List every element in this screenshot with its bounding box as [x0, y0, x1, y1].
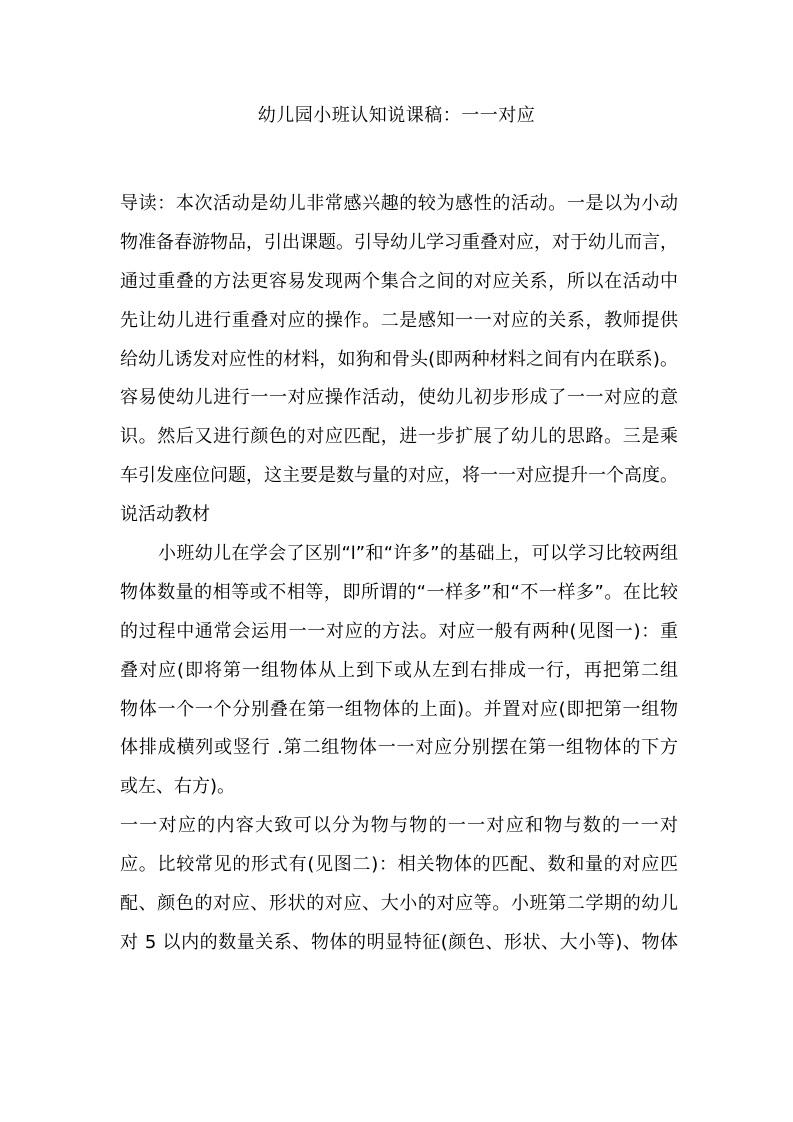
- document-body: [120, 185, 678, 963]
- document-title: 幼儿园小班认知说课稿：一一对应: [257, 105, 536, 126]
- text-line: 导读：本次活动是幼儿非常感兴趣的较为感性的活动。一是以为小动: [120, 193, 678, 214]
- text-line: 物体数量的相等或不相等，即所谓的“一样多”和“不一样多”。在比较: [120, 581, 678, 603]
- text-line: 车引发座位问题，这主要是数与量的对应，将一一对应提升一个高度。: [120, 465, 678, 487]
- text-line: 应。比较常见的形式有(见图二)：相关物体的匹配、数和量的对应匹: [120, 854, 678, 876]
- text-line: 的过程中通常会运用一一对应的方法。对应一般有两种(见图一)：重: [120, 620, 678, 642]
- text-line: 先让幼儿进行重叠对应的操作。二是感知一一对应的关系，教师提供: [120, 309, 678, 331]
- text-line: 或左、右方)。: [120, 776, 236, 798]
- text-line: 物体一个一个分别叠在第一组物体的上面)。并置对应(即把第一组物: [120, 698, 678, 720]
- text-line: 配、颜色的对应、形状的对应、大小的对应等。小班第二学期的幼儿: [120, 893, 678, 915]
- text-line: 一一对应的内容大致可以分为物与物的一一对应和物与数的一一对: [120, 815, 678, 837]
- text-line: 容易使幼儿进行一一对应操作活动，使幼儿初步形成了一一对应的意: [120, 387, 678, 409]
- text-line: 给幼儿诱发对应性的材料，如狗和骨头(即两种材料之间有内在联系)。: [120, 348, 678, 370]
- text-line: 小班幼儿在学会了区别“l”和“许多”的基础上，可以学习比较两组: [158, 543, 678, 565]
- text-line: 物准备春游物品，引出课题。引导幼儿学习重叠对应，对于幼儿而言，: [120, 231, 678, 253]
- text-line: 通过重叠的方法更容易发现两个集合之间的对应关系，所以在活动中: [120, 270, 678, 292]
- text-line: 叠对应(即将第一组物体从上到下或从左到右排成一行，再把第二组: [120, 659, 678, 681]
- text-line: 体排成横列或竖行 .第二组物体一一对应分别摆在第一组物体的下方: [120, 737, 678, 759]
- text-line: 识。然后又进行颜色的对应匹配，进一步扩展了幼儿的思路。三是乘: [120, 426, 678, 448]
- text-line: 对 5 以内的数量关系、物体的明显特征(颜色、形状、大小等)、物体: [120, 931, 678, 953]
- section-heading: 说活动教材: [120, 504, 210, 526]
